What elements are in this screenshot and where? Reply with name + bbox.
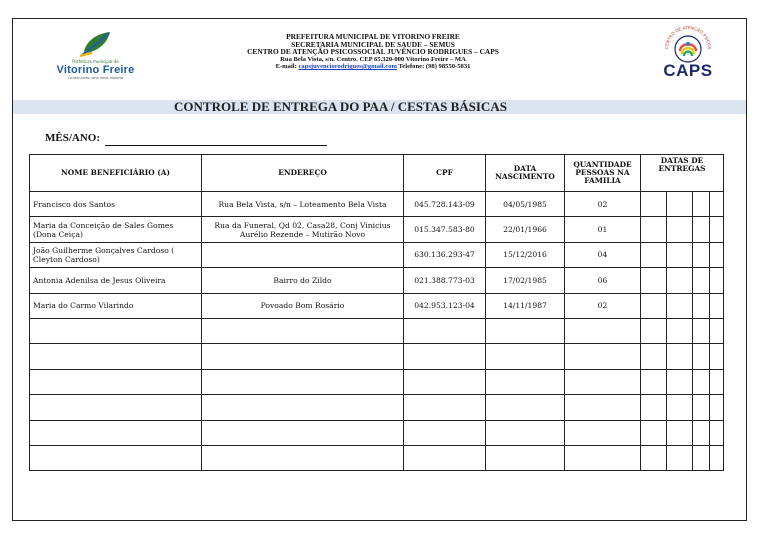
document-page — [12, 18, 747, 521]
header-datas-entregas — [641, 155, 724, 192]
cell-cpf: 630.136.293-47 — [404, 242, 486, 267]
header-cpf: CPF — [404, 155, 486, 192]
cell-nome: Francisco dos Santos — [30, 192, 202, 217]
table-row — [30, 242, 724, 267]
cell-cpf: 042.953.123-04 — [404, 293, 486, 318]
cell-endereco: Bairro do Zildo — [202, 268, 404, 293]
cell-entrega-4[interactable] — [710, 192, 724, 217]
cell-endereco — [202, 242, 404, 267]
header-data-line1: DATA — [513, 164, 537, 173]
month-year-label: MÊS/ANO: — [45, 132, 100, 144]
cell-endereco: Rua da Funeral, Qd 02, Casa28, Conj Vinicius Aurélio Rezende – Mutirão Novo — [202, 217, 404, 242]
cell-entrega-2[interactable] — [667, 217, 693, 242]
cell-entrega-3[interactable] — [693, 293, 710, 318]
cell-endereco: Rua Bela Vista, s/n – Loteamento Bela Vista — [202, 192, 404, 217]
leaf-icon — [76, 29, 116, 59]
cell-cpf: 021.388.773-03 — [404, 268, 486, 293]
cell-quantidade: 04 — [565, 242, 641, 267]
header-line-4: Rua Bela Vista, s/n. Centro. CEP 65.320-000 Vitorino Freire – MA — [280, 55, 466, 63]
cell-quantidade: 01 — [565, 217, 641, 242]
cell-nome: Antonia Adenilsa de Jesus Oliveira — [30, 268, 202, 293]
header-data-nascimento — [486, 155, 565, 192]
cell-entrega-4[interactable] — [710, 217, 724, 242]
cell-entrega-2[interactable] — [667, 268, 693, 293]
header-datas-line2: ENTREGAS — [658, 164, 706, 173]
cell-entrega-4[interactable] — [710, 268, 724, 293]
cell-entrega-3[interactable] — [693, 217, 710, 242]
logo-brand: Vitorino Freire — [56, 64, 135, 76]
cell-endereco: Povoado Bom Rosário — [202, 293, 404, 318]
header-datas-line1: DATAS DE — [660, 156, 704, 165]
cell-entrega-1[interactable] — [641, 192, 667, 217]
email-link[interactable]: capsjuvenciorodrigues@gmail.com — [298, 63, 397, 71]
table-row — [30, 293, 724, 318]
logo-slogan: Construindo uma nova história — [67, 76, 124, 80]
cell-nascimento: 17/02/1985 — [486, 268, 565, 293]
phone-text: Telefone: (98) 98550-5831 — [396, 63, 471, 71]
header-data-line2: NASCIMENTO — [495, 172, 555, 181]
cell-quantidade: 02 — [565, 293, 641, 318]
cell-quantidade: 06 — [565, 268, 641, 293]
table-row-empty — [30, 420, 724, 445]
table-row-empty — [30, 395, 724, 420]
header-line-3: CENTRO DE ATENÇÃO PSICOSSOCIAL JUVÊNCIO RODRIGUES – CAPS — [247, 47, 499, 57]
header-endereco: ENDEREÇO — [202, 155, 404, 192]
table-row — [30, 268, 724, 293]
cell-quantidade: 02 — [565, 192, 641, 217]
cell-nascimento: 15/12/2016 — [486, 242, 565, 267]
cell-nascimento: 14/11/1987 — [486, 293, 565, 318]
header-qtd-line2: PESSOAS NA — [575, 168, 630, 177]
cell-entrega-1[interactable] — [641, 268, 667, 293]
table-row-empty — [30, 369, 724, 394]
header-contact-line — [203, 63, 543, 71]
header-quantidade — [565, 155, 641, 192]
caps-wordmark: CAPS — [663, 61, 713, 80]
cell-entrega-4[interactable] — [710, 242, 724, 267]
cell-nome: João Guilherme Gonçalves Cardoso ( Cleyton Cardoso) — [30, 242, 202, 267]
header-line-2: SECRETARIA MUNICIPAL DE SAUDE – SEMUS — [291, 39, 455, 49]
cell-entrega-2[interactable] — [667, 242, 693, 267]
month-year-field-line[interactable] — [105, 145, 327, 146]
cell-entrega-3[interactable] — [693, 268, 710, 293]
header-qtd-line1: QUANTIDADE — [573, 160, 632, 169]
vitorino-freire-logo — [48, 29, 143, 81]
cell-nascimento: 04/05/1985 — [486, 192, 565, 217]
cell-nascimento: 22/01/1966 — [486, 217, 565, 242]
caps-logo — [658, 25, 718, 87]
header-nome: NOME BENEFICIÁRIO (A) — [30, 155, 202, 192]
cell-nome: Maria do Carmo Vilarindo — [30, 293, 202, 318]
cell-entrega-1[interactable] — [641, 217, 667, 242]
cell-entrega-2[interactable] — [667, 293, 693, 318]
table-row-empty — [30, 344, 724, 369]
cell-entrega-2[interactable] — [667, 192, 693, 217]
cell-entrega-1[interactable] — [641, 242, 667, 267]
caps-emblem-icon — [658, 25, 718, 65]
cell-cpf: 015.347.583-80 — [404, 217, 486, 242]
cell-entrega-1[interactable] — [641, 293, 667, 318]
table-row-empty — [30, 318, 724, 343]
header-qtd-line3: FAMILIA — [584, 176, 621, 185]
institution-header — [203, 33, 543, 71]
table-row — [30, 192, 724, 217]
svg-text:CENTRO DE ATENÇÃO PSICOSSOCIAL — [658, 25, 712, 50]
caps-ring-text: CENTRO DE ATENÇÃO PSICOS — [663, 25, 713, 50]
table-row — [30, 217, 724, 242]
cell-nome: Maria da Conceição de Sales Gomes (Dona Ceiça) — [30, 217, 202, 242]
cell-cpf: 045.728.143-09 — [404, 192, 486, 217]
cell-entrega-3[interactable] — [693, 192, 710, 217]
table-header-row — [30, 155, 724, 192]
logo-tagline: Prefeitura municipal de — [72, 59, 119, 64]
cell-entrega-3[interactable] — [693, 242, 710, 267]
delivery-control-table — [29, 154, 724, 471]
email-label: E-mail: — [275, 63, 299, 71]
table-row-empty — [30, 445, 724, 470]
header-line-1: PREFEITURA MUNICIPAL DE VITORINO FREIRE — [286, 32, 460, 41]
document-title: CONTROLE DE ENTREGA DO PAA / CESTAS BÁSICAS — [174, 99, 507, 114]
cell-entrega-4[interactable] — [710, 293, 724, 318]
